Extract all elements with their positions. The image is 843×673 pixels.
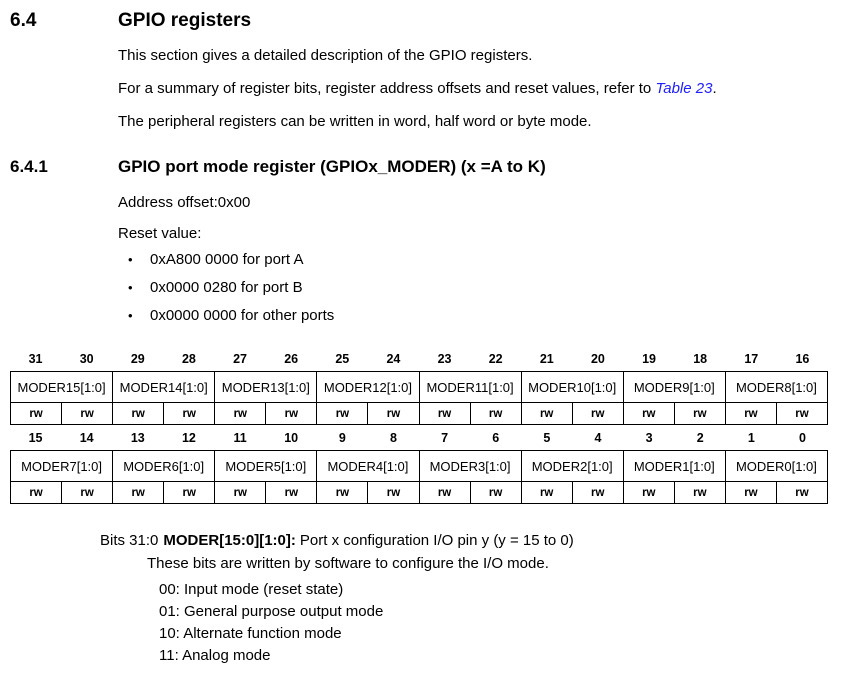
reset-values-list xyxy=(128,251,843,325)
mode-options-list xyxy=(159,579,843,667)
register-diagram-low xyxy=(10,431,828,504)
bit-number: 14 xyxy=(79,431,94,445)
register-diagram-high xyxy=(10,352,828,425)
access-cell: rw xyxy=(674,482,725,504)
access-cell: rw xyxy=(572,482,623,504)
access-cell: rw xyxy=(368,403,419,425)
bit-number: 19 xyxy=(642,352,657,366)
access-cell: rw xyxy=(521,403,572,425)
bit-number: 25 xyxy=(335,352,350,366)
bit-number: 1 xyxy=(747,431,755,445)
bit-numbers-row-low xyxy=(10,431,828,445)
field-cell: MODER3[1:0] xyxy=(419,451,521,482)
field-cell: MODER4[1:0] xyxy=(317,451,419,482)
paragraph-write-modes: The peripheral registers can be written in word, half word or byte mode. xyxy=(118,113,592,130)
field-cell: MODER1[1:0] xyxy=(623,451,725,482)
list-item xyxy=(128,307,843,325)
bits-range-label: Bits 31:0 xyxy=(100,532,159,549)
bit-number: 4 xyxy=(594,431,602,445)
field-cell: MODER8[1:0] xyxy=(725,372,827,403)
reset-value-label: Reset value: xyxy=(118,225,202,242)
access-cell: rw xyxy=(266,482,317,504)
bit-number: 24 xyxy=(386,352,401,366)
paragraph-intro: This section gives a detailed description of the GPIO registers. xyxy=(118,47,533,64)
bit-number: 3 xyxy=(645,431,653,445)
access-cell: rw xyxy=(623,403,674,425)
bit-number: 10 xyxy=(284,431,299,445)
mode-option-11: 11: Analog mode xyxy=(159,647,271,664)
bit-number: 11 xyxy=(233,431,247,445)
subsection-title: GPIO port mode register (GPIOx_MODER) (x =A to K) xyxy=(118,157,546,176)
bit-number: 23 xyxy=(437,352,452,366)
bit-number: 0 xyxy=(798,431,806,445)
paragraph-register-summary-period: . xyxy=(712,80,717,97)
bit-description-line1 xyxy=(100,532,843,550)
paragraph-register-summary-text: For a summary of register bits, register address offsets and reset values, refer to xyxy=(118,80,656,97)
bit-number: 27 xyxy=(233,352,248,366)
access-cell: rw xyxy=(674,403,725,425)
access-cell: rw xyxy=(623,482,674,504)
field-cell: MODER9[1:0] xyxy=(623,372,725,403)
mode-option-00: 00: Input mode (reset state) xyxy=(159,581,344,598)
address-offset: Address offset:0x00 xyxy=(118,194,251,211)
access-cell: rw xyxy=(266,403,317,425)
field-cell: MODER14[1:0] xyxy=(113,372,215,403)
bit-number: 5 xyxy=(543,431,551,445)
access-cell: rw xyxy=(776,403,827,425)
mode-option-01: 01: General purpose output mode xyxy=(159,603,384,620)
access-cell: rw xyxy=(725,403,776,425)
field-cell: MODER13[1:0] xyxy=(215,372,317,403)
list-item xyxy=(128,279,843,297)
access-cell: rw xyxy=(470,482,521,504)
bit-number: 13 xyxy=(130,431,145,445)
access-cell: rw xyxy=(470,403,521,425)
field-cell: MODER7[1:0] xyxy=(11,451,113,482)
access-cell: rw xyxy=(419,482,470,504)
bit-number: 9 xyxy=(338,431,346,445)
bit-number: 2 xyxy=(696,431,704,445)
access-cell: rw xyxy=(215,403,266,425)
bullet-icon: • xyxy=(128,308,133,323)
access-cell: rw xyxy=(725,482,776,504)
access-cell: rw xyxy=(317,403,368,425)
section-title: GPIO registers xyxy=(118,10,252,31)
access-cell: rw xyxy=(572,403,623,425)
field-cell: MODER12[1:0] xyxy=(317,372,419,403)
subsection-number: 6.4.1 xyxy=(10,157,48,176)
field-cell: MODER2[1:0] xyxy=(521,451,623,482)
bit-number: 16 xyxy=(795,352,810,366)
field-cell: MODER15[1:0] xyxy=(11,372,113,403)
access-cell: rw xyxy=(776,482,827,504)
access-cell: rw xyxy=(521,482,572,504)
access-cell: rw xyxy=(215,482,266,504)
bit-number: 29 xyxy=(130,352,145,366)
list-item xyxy=(128,251,843,269)
field-row xyxy=(11,372,828,403)
access-cell: rw xyxy=(368,482,419,504)
field-row xyxy=(11,451,828,482)
access-cell: rw xyxy=(113,403,164,425)
access-cell: rw xyxy=(419,403,470,425)
bit-number: 28 xyxy=(181,352,196,366)
bit-number: 30 xyxy=(79,352,94,366)
bit-number: 12 xyxy=(181,431,196,445)
access-cell: rw xyxy=(113,482,164,504)
access-cell: rw xyxy=(164,403,215,425)
reset-value-port-b: 0x0000 0280 for port B xyxy=(150,279,303,296)
access-row xyxy=(11,482,828,504)
section-number: 6.4 xyxy=(10,10,37,31)
field-cell: MODER6[1:0] xyxy=(113,451,215,482)
access-cell: rw xyxy=(11,403,62,425)
table-23-link[interactable]: Table 23 xyxy=(655,80,713,97)
field-summary: Port x configuration I/O pin y (y = 15 to 0) xyxy=(299,532,574,549)
bit-number: 6 xyxy=(492,431,500,445)
bit-numbers-row-high xyxy=(10,352,828,366)
access-cell: rw xyxy=(317,482,368,504)
reset-value-other-ports: 0x0000 0000 for other ports xyxy=(150,307,335,324)
field-cell: MODER11[1:0] xyxy=(419,372,521,403)
access-cell: rw xyxy=(11,482,62,504)
bullet-icon: • xyxy=(128,252,133,267)
register-table-high xyxy=(10,371,828,425)
field-note: These bits are written by software to configure the I/O mode. xyxy=(147,555,549,572)
section-heading xyxy=(10,0,843,32)
bit-number: 20 xyxy=(590,352,605,366)
access-cell: rw xyxy=(62,482,113,504)
bit-number: 17 xyxy=(744,352,759,366)
subsection-heading xyxy=(10,157,843,177)
access-cell: rw xyxy=(62,403,113,425)
access-row xyxy=(11,403,828,425)
bit-number: 26 xyxy=(284,352,299,366)
bit-number: 22 xyxy=(488,352,503,366)
bullet-icon: • xyxy=(128,280,133,295)
bit-number: 15 xyxy=(28,431,43,445)
bit-number: 7 xyxy=(441,431,449,445)
bit-number: 8 xyxy=(389,431,397,445)
bit-number: 18 xyxy=(693,352,708,366)
field-cell: MODER5[1:0] xyxy=(215,451,317,482)
bit-description xyxy=(100,532,843,667)
bit-number: 21 xyxy=(539,352,554,366)
paragraph-register-summary xyxy=(118,80,843,98)
reset-value-port-a: 0xA800 0000 for port A xyxy=(150,251,304,268)
field-name: MODER[15:0][1:0]: xyxy=(163,532,296,549)
access-cell: rw xyxy=(164,482,215,504)
mode-option-10: 10: Alternate function mode xyxy=(159,625,342,642)
bit-number: 31 xyxy=(28,352,43,366)
register-table-low xyxy=(10,450,828,504)
field-cell: MODER0[1:0] xyxy=(725,451,827,482)
field-cell: MODER10[1:0] xyxy=(521,372,623,403)
